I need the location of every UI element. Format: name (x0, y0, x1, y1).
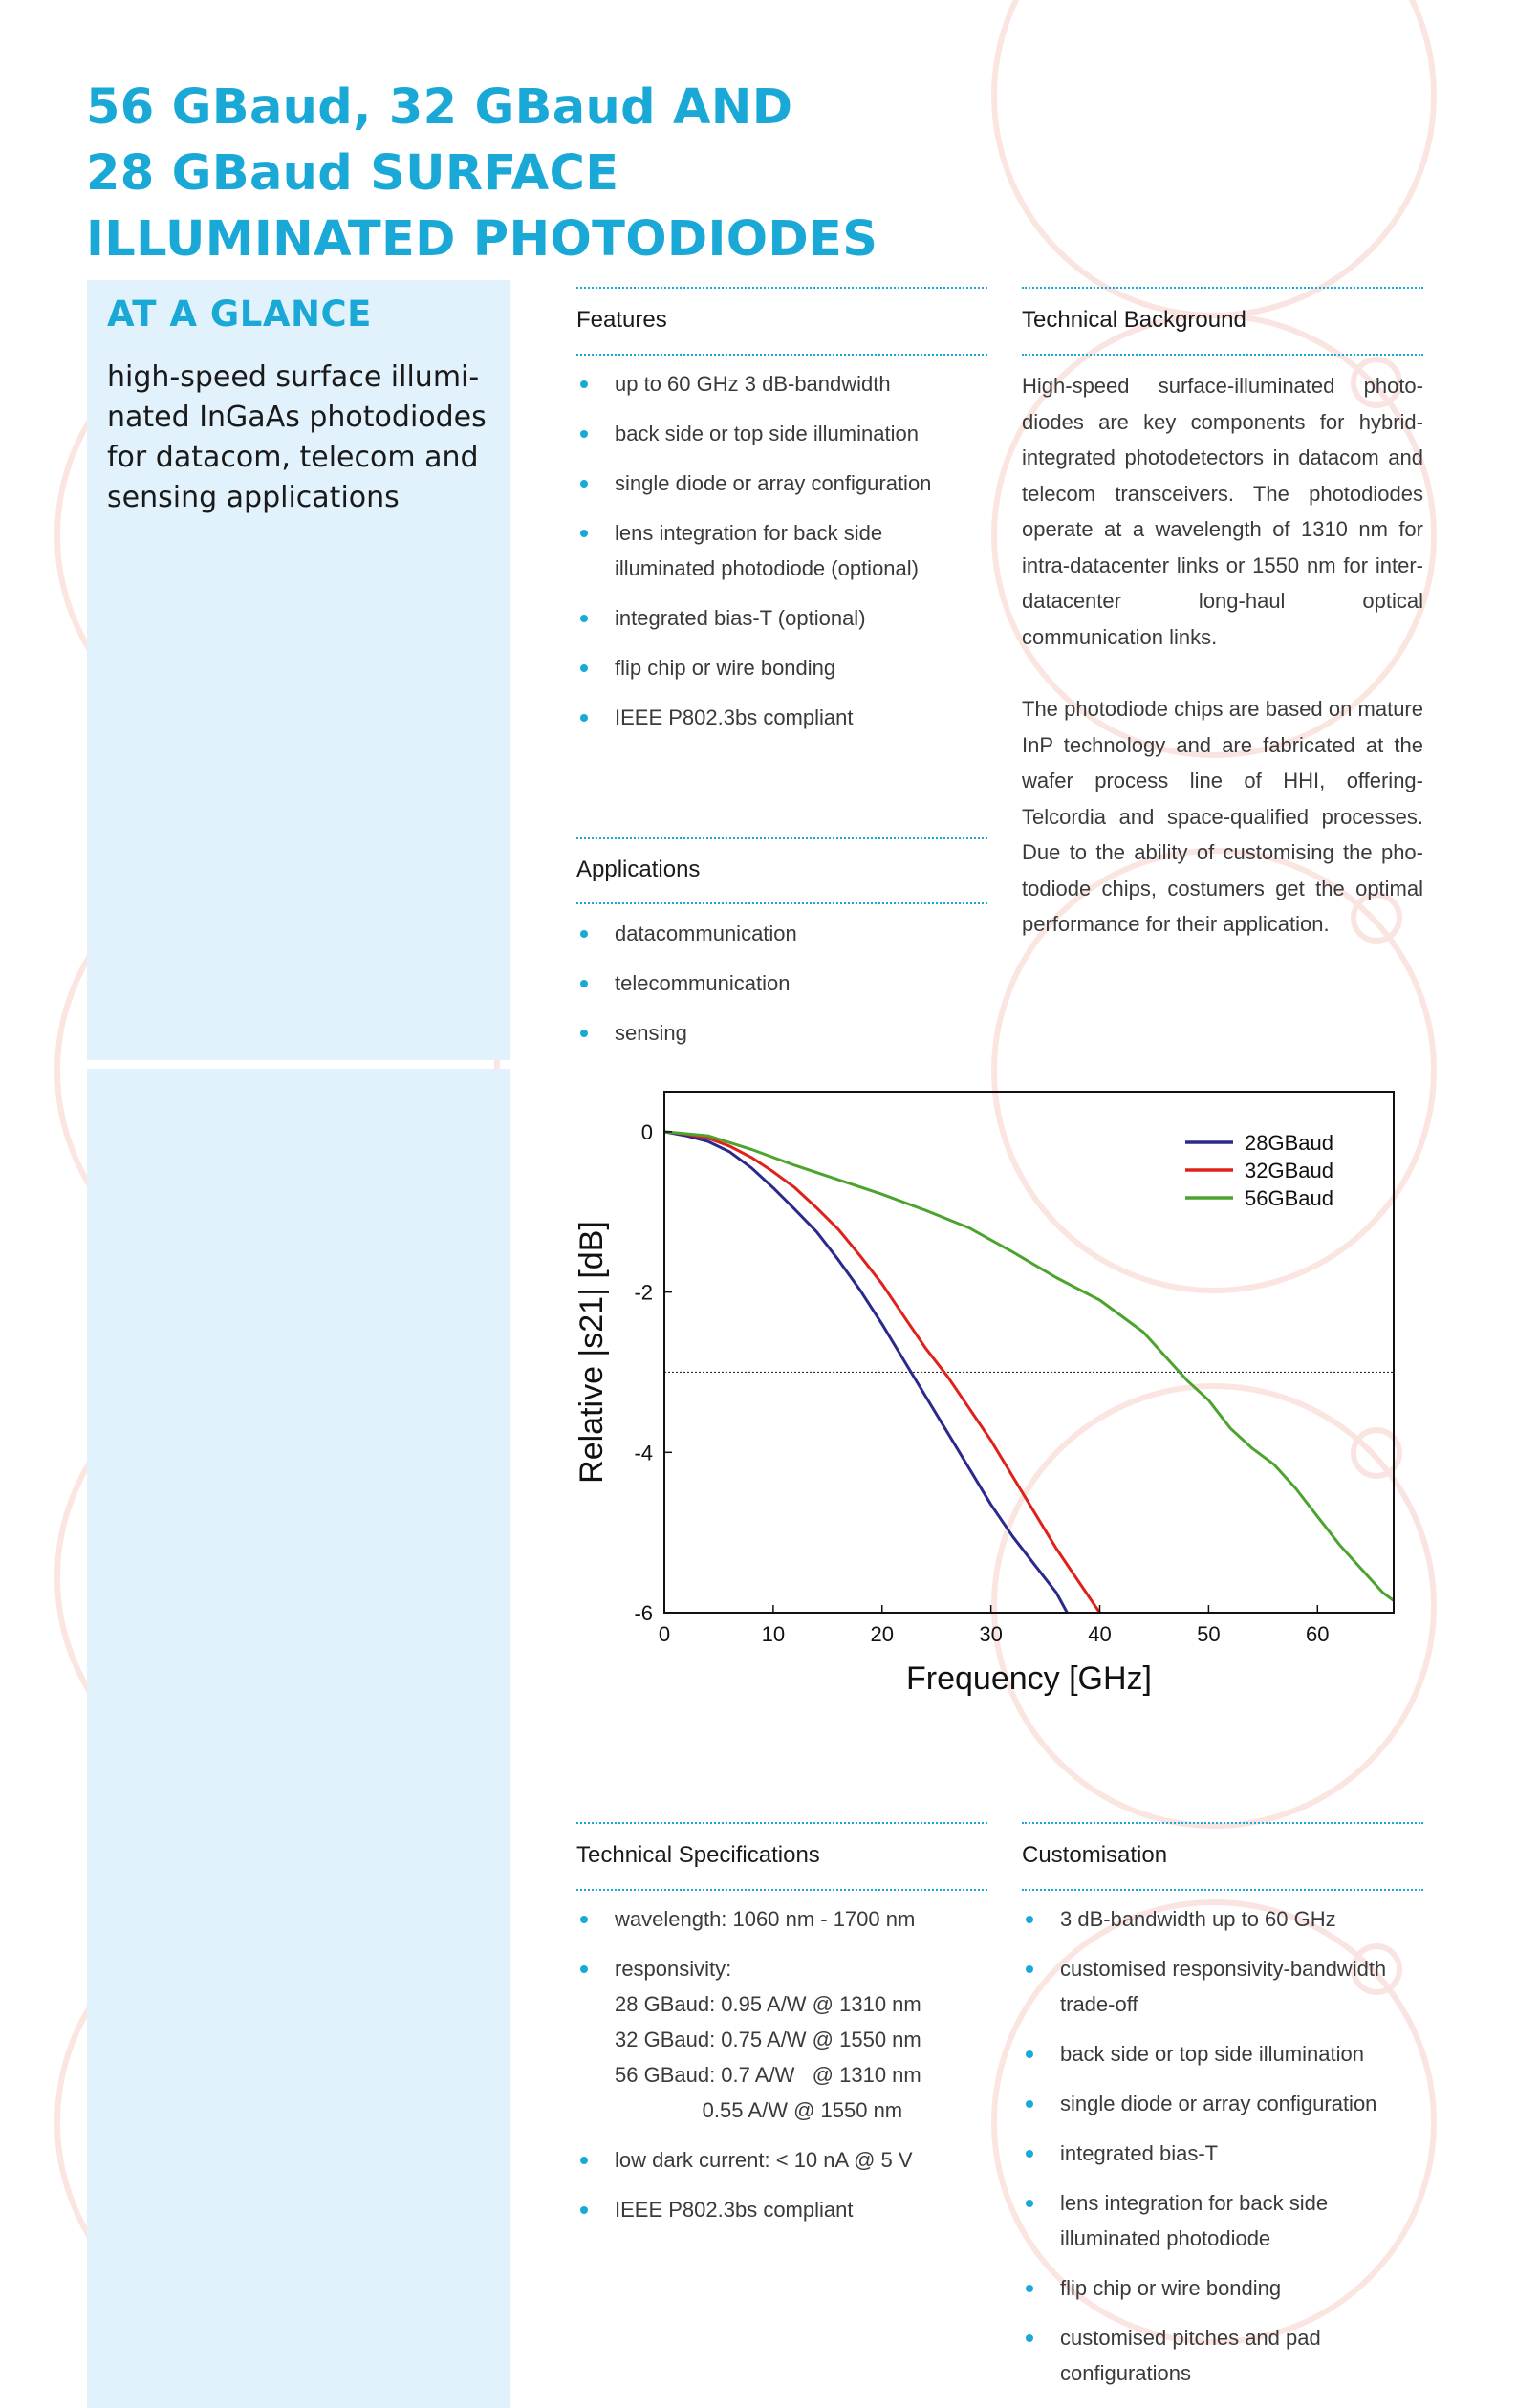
at-a-glance-text (107, 358, 499, 518)
list-item-text: IEEE P802.3bs compliant (615, 2198, 854, 2222)
list-item (576, 515, 997, 586)
title-line-1: 56 GBaud, 32 GBaud AND (86, 79, 793, 136)
at-a-glance-heading: AT A GLANCE (107, 293, 372, 335)
bullet-icon (580, 1030, 588, 1037)
bullet-icon (580, 714, 588, 722)
list-item-text: datacommunication (615, 922, 797, 945)
y-tick-label: -6 (634, 1601, 653, 1625)
x-tick-label: 50 (1197, 1622, 1221, 1646)
x-tick-label: 60 (1306, 1622, 1330, 1646)
list-item-text: integrated bias-T (optional) (615, 606, 866, 630)
divider (576, 287, 987, 289)
x-tick-label: 0 (658, 1622, 671, 1646)
list-item (1022, 2136, 1433, 2171)
list-item (576, 600, 997, 636)
list-item-text: responsivity: (615, 1957, 732, 1981)
applications-list (576, 916, 997, 1065)
bullet-icon (580, 480, 588, 488)
list-item (576, 1951, 997, 2128)
x-tick-label: 40 (1088, 1622, 1112, 1646)
divider (576, 1822, 987, 1824)
title-line-3: ILLUMINATED PHOTODIODES (86, 211, 878, 268)
customisation-list (1022, 1901, 1433, 2405)
divider (576, 1889, 987, 1891)
list-item-text: IEEE P802.3bs compliant (615, 705, 854, 729)
legend-label: 32GBaud (1245, 1159, 1333, 1182)
divider (576, 837, 987, 839)
glance-line: for datacom, telecom and (107, 441, 479, 474)
list-item-text: low dark current: < 10 nA @ 5 V (615, 2148, 913, 2172)
background-heading: Technical Background (1022, 307, 1246, 333)
list-item-text: customised pitches and pad (1060, 2326, 1321, 2350)
divider (576, 354, 987, 356)
list-item (1022, 2320, 1433, 2391)
list-item-text: lens integration for back side (615, 521, 883, 545)
list-item-text: 32 GBaud: 0.75 A/W @ 1550 nm (615, 2028, 921, 2051)
series-line-28GBaud (664, 1132, 1067, 1613)
divider (1022, 1889, 1423, 1891)
list-item-text: illuminated photodiode (optional) (615, 556, 919, 580)
bullet-icon (580, 930, 588, 938)
list-item (576, 965, 997, 1001)
background-paragraph: The photodiode chips are based on mature InP technology and are fabricated at the wafer process line of HHI, offering-Telcordia and space-qualified processes. Due to the ability of customising the pho-todiode chips, costumers get the optimal performance for their application. (1022, 697, 1423, 936)
bullet-icon (580, 615, 588, 622)
page-title (86, 75, 1042, 272)
list-item (576, 1015, 997, 1051)
list-item-text: 56 GBaud: 0.7 A/W @ 1310 nm (615, 2063, 921, 2087)
list-item-text: customised responsivity-bandwidth (1060, 1957, 1387, 1981)
x-axis-title: Frequency [GHz] (906, 1660, 1152, 1697)
bullet-icon (580, 380, 588, 388)
list-item (1022, 2036, 1433, 2072)
divider (576, 902, 987, 904)
y-axis-title: Relative |s21| [dB] (574, 1221, 610, 1484)
list-item (576, 650, 997, 685)
list-item (1022, 1901, 1433, 1937)
list-item-text: single diode or array configuration (1060, 2092, 1377, 2115)
list-item-text: back side or top side illumination (615, 422, 919, 445)
list-item-text: trade-off (1060, 1992, 1138, 2016)
list-item (576, 416, 997, 451)
legend-label: 28GBaud (1245, 1131, 1333, 1155)
specs-list (576, 1901, 997, 2242)
list-item-text: flip chip or wire bonding (1060, 2276, 1282, 2300)
side-panel-lower (87, 1069, 510, 2408)
list-item (576, 2142, 997, 2178)
list-item (576, 366, 997, 401)
background-text (1022, 368, 1423, 979)
x-tick-label: 20 (870, 1622, 895, 1646)
watermark-stamp (994, 0, 1434, 315)
customisation-heading: Customisation (1022, 1842, 1168, 1868)
list-item-text: wavelength: 1060 nm - 1700 nm (615, 1907, 916, 1931)
x-tick-label: 10 (761, 1622, 786, 1646)
bullet-icon (1026, 2150, 1033, 2158)
y-tick-label: 0 (640, 1119, 653, 1144)
list-item (576, 700, 997, 735)
bullet-icon (580, 980, 588, 987)
bullet-icon (1026, 2285, 1033, 2292)
divider (1022, 354, 1423, 356)
y-tick-label: -2 (634, 1280, 653, 1305)
list-item (576, 2192, 997, 2227)
list-item (576, 466, 997, 501)
list-item-text: illuminated photodiode (1060, 2226, 1271, 2250)
bullet-icon (1026, 2050, 1033, 2058)
bullet-icon (580, 530, 588, 537)
bullet-icon (580, 2157, 588, 2164)
bullet-icon (580, 1916, 588, 1923)
list-item-text: telecommunication (615, 971, 791, 995)
glance-line: high-speed surface illumi- (107, 360, 480, 394)
features-list (576, 366, 997, 749)
bullet-icon (1026, 2100, 1033, 2108)
applications-heading: Applications (576, 857, 701, 882)
bullet-icon (1026, 1916, 1033, 1923)
list-item (1022, 2185, 1433, 2256)
bullet-icon (1026, 2334, 1033, 2342)
list-item-text: 0.55 A/W @ 1550 nm (615, 2098, 903, 2122)
bullet-icon (580, 2206, 588, 2214)
list-item-text: sensing (615, 1021, 687, 1045)
features-heading: Features (576, 307, 667, 333)
list-item (576, 1901, 997, 1937)
list-item (1022, 2270, 1433, 2306)
bullet-icon (1026, 1965, 1033, 1973)
list-item-text: up to 60 GHz 3 dB-bandwidth (615, 372, 891, 396)
frequency-response-chart (535, 1090, 1434, 1740)
list-item-text: single diode or array configuration (615, 471, 932, 495)
list-item-text: flip chip or wire bonding (615, 656, 836, 680)
list-item-text: lens integration for back side (1060, 2191, 1329, 2215)
list-item (1022, 2086, 1433, 2121)
list-item-text: configurations (1060, 2361, 1191, 2385)
glance-line: nated InGaAs photodiodes (107, 401, 487, 434)
bullet-icon (580, 1965, 588, 1973)
glance-line: sensing applications (107, 481, 400, 514)
list-item (1022, 1951, 1433, 2022)
y-tick-label: -4 (634, 1441, 653, 1465)
title-line-2: 28 GBaud SURFACE (86, 145, 619, 202)
divider (1022, 287, 1423, 289)
bullet-icon (580, 664, 588, 672)
x-tick-label: 30 (979, 1622, 1003, 1646)
list-item-text: integrated bias-T (1060, 2141, 1219, 2165)
specs-heading: Technical Specifications (576, 1842, 820, 1868)
list-item-text: 3 dB-bandwidth up to 60 GHz (1060, 1907, 1336, 1931)
list-item-text: back side or top side illumination (1060, 2042, 1364, 2066)
divider (1022, 1822, 1423, 1824)
bullet-icon (1026, 2200, 1033, 2207)
bullet-icon (580, 430, 588, 438)
background-paragraph: High-speed surface-illuminated photo-diodes are key components for hybrid-integrated photodetectors in datacom and telecom transceivers. The photodiodes operate at a wavelength of 1310 nm for intra-datacenter links or 1550 nm for inter-datacenter long-haul optical communication links. (1022, 374, 1423, 649)
list-item-text: 28 GBaud: 0.95 A/W @ 1310 nm (615, 1992, 921, 2016)
list-item (576, 916, 997, 951)
legend-label: 56GBaud (1245, 1186, 1333, 1210)
